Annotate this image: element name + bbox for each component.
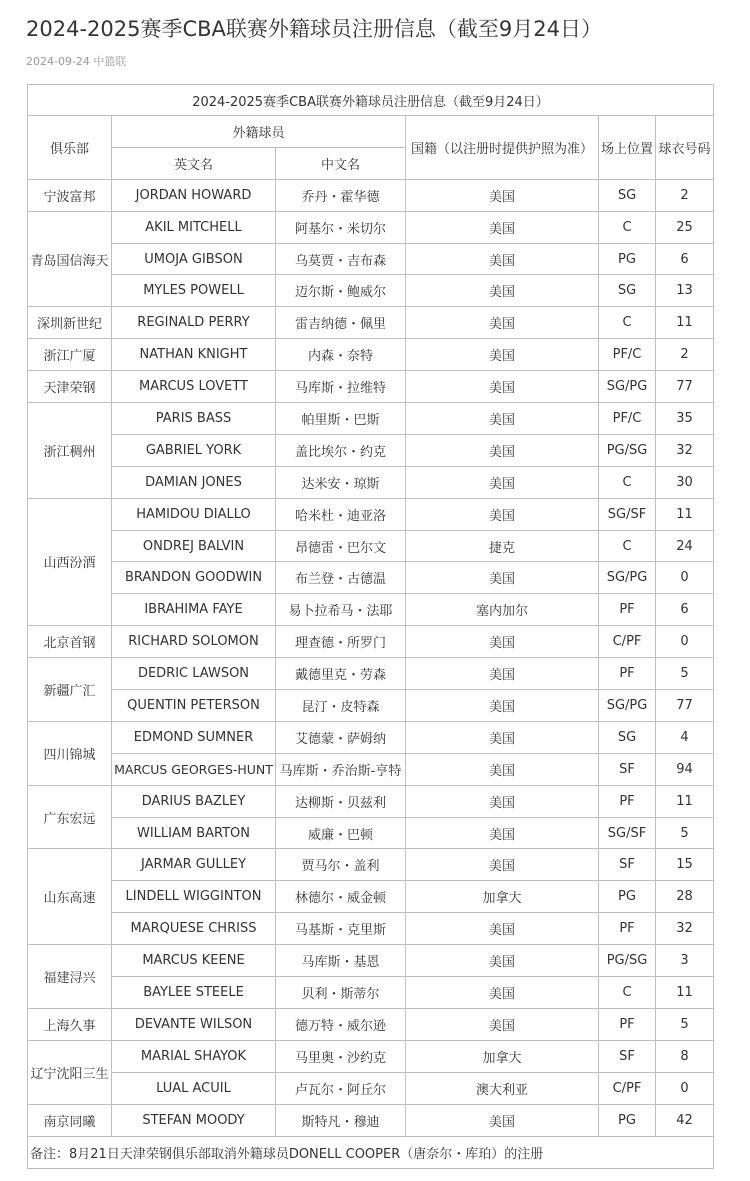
english-name-cell: BRANDON GOODWIN: [112, 562, 276, 594]
jersey-number-cell: 0: [656, 626, 714, 658]
jersey-number-cell: 5: [656, 817, 714, 849]
position-cell: C: [599, 977, 656, 1009]
table-row: [28, 243, 714, 275]
english-name-cell: LINDELL WIGGINTON: [112, 881, 276, 913]
club-cell: 福建浔兴: [28, 945, 112, 1009]
chinese-name-cell: 达柳斯・贝兹利: [276, 785, 406, 817]
club-cell: 上海久事: [28, 1008, 112, 1040]
nationality-cell: 加拿大: [406, 1040, 599, 1072]
english-name-cell: LUAL ACUIL: [112, 1072, 276, 1104]
position-cell: PF: [599, 594, 656, 626]
header-position: 场上位置: [599, 116, 656, 180]
table-row: [28, 1040, 714, 1072]
english-name-cell: DAMIAN JONES: [112, 466, 276, 498]
club-cell: 广东宏远: [28, 785, 112, 849]
club-cell: 新疆广汇: [28, 658, 112, 722]
english-name-cell: IBRAHIMA FAYE: [112, 594, 276, 626]
jersey-number-cell: 2: [656, 339, 714, 371]
nationality-cell: 美国: [406, 275, 599, 307]
english-name-cell: JORDAN HOWARD: [112, 179, 276, 211]
chinese-name-cell: 乔丹・霍华德: [276, 179, 406, 211]
position-cell: SF: [599, 1040, 656, 1072]
header-number: 球衣号码: [656, 116, 714, 180]
jersey-number-cell: 3: [656, 945, 714, 977]
nationality-cell: 美国: [406, 913, 599, 945]
table-row: [28, 371, 714, 403]
table-row: [28, 881, 714, 913]
nationality-cell: 塞内加尔: [406, 594, 599, 626]
english-name-cell: WILLIAM BARTON: [112, 817, 276, 849]
jersey-number-cell: 5: [656, 658, 714, 690]
nationality-cell: 美国: [406, 721, 599, 753]
nationality-cell: 美国: [406, 658, 599, 690]
english-name-cell: DARIUS BAZLEY: [112, 785, 276, 817]
position-cell: SG: [599, 721, 656, 753]
position-cell: SF: [599, 849, 656, 881]
header-nationality: 国籍（以注册时提供护照为准）: [406, 116, 599, 180]
table-caption: 2024-2025赛季CBA联赛外籍球员注册信息（截至9月24日）: [28, 85, 714, 116]
jersey-number-cell: 0: [656, 562, 714, 594]
nationality-cell: 美国: [406, 690, 599, 722]
table-row: [28, 785, 714, 817]
table-row: [28, 817, 714, 849]
jersey-number-cell: 6: [656, 243, 714, 275]
position-cell: SF: [599, 753, 656, 785]
english-name-cell: STEFAN MOODY: [112, 1104, 276, 1136]
english-name-cell: MARCUS GEORGES-HUNT: [112, 753, 276, 785]
position-cell: PG/SG: [599, 945, 656, 977]
jersey-number-cell: 13: [656, 275, 714, 307]
chinese-name-cell: 昂德雷・巴尔文: [276, 530, 406, 562]
english-name-cell: MARCUS KEENE: [112, 945, 276, 977]
table-row: [28, 626, 714, 658]
table-row: [28, 945, 714, 977]
club-cell: 深圳新世纪: [28, 307, 112, 339]
position-cell: C/PF: [599, 626, 656, 658]
position-cell: C/PF: [599, 1072, 656, 1104]
position-cell: C: [599, 466, 656, 498]
nationality-cell: 美国: [406, 1008, 599, 1040]
jersey-number-cell: 5: [656, 1008, 714, 1040]
nationality-cell: 美国: [406, 339, 599, 371]
jersey-number-cell: 77: [656, 371, 714, 403]
club-cell: 北京首钢: [28, 626, 112, 658]
jersey-number-cell: 32: [656, 434, 714, 466]
jersey-number-cell: 11: [656, 307, 714, 339]
english-name-cell: MARQUESE CHRISS: [112, 913, 276, 945]
position-cell: SG: [599, 179, 656, 211]
chinese-name-cell: 易卜拉希马・法耶: [276, 594, 406, 626]
table-row: [28, 434, 714, 466]
jersey-number-cell: 42: [656, 1104, 714, 1136]
nationality-cell: 美国: [406, 403, 599, 435]
chinese-name-cell: 马库斯・基恩: [276, 945, 406, 977]
table-row: [28, 977, 714, 1009]
nationality-cell: 美国: [406, 785, 599, 817]
english-name-cell: HAMIDOU DIALLO: [112, 498, 276, 530]
english-name-cell: DEVANTE WILSON: [112, 1008, 276, 1040]
table-row: [28, 498, 714, 530]
position-cell: SG/PG: [599, 562, 656, 594]
club-cell: 浙江稠州: [28, 403, 112, 499]
table-row: [28, 913, 714, 945]
table-row: [28, 211, 714, 243]
chinese-name-cell: 哈米杜・迪亚洛: [276, 498, 406, 530]
nationality-cell: 美国: [406, 243, 599, 275]
position-cell: PG: [599, 881, 656, 913]
jersey-number-cell: 30: [656, 466, 714, 498]
nationality-cell: 美国: [406, 498, 599, 530]
chinese-name-cell: 内森・奈特: [276, 339, 406, 371]
chinese-name-cell: 贝利・斯蒂尔: [276, 977, 406, 1009]
nationality-cell: 捷克: [406, 530, 599, 562]
chinese-name-cell: 马里奥・沙约克: [276, 1040, 406, 1072]
club-cell: 宁波富邦: [28, 179, 112, 211]
english-name-cell: MYLES POWELL: [112, 275, 276, 307]
nationality-cell: 美国: [406, 1104, 599, 1136]
nationality-cell: 美国: [406, 817, 599, 849]
chinese-name-cell: 雷吉纳德・佩里: [276, 307, 406, 339]
nationality-cell: 加拿大: [406, 881, 599, 913]
english-name-cell: RICHARD SOLOMON: [112, 626, 276, 658]
nationality-cell: 美国: [406, 466, 599, 498]
nationality-cell: 美国: [406, 977, 599, 1009]
table-row: [28, 466, 714, 498]
jersey-number-cell: 11: [656, 977, 714, 1009]
jersey-number-cell: 11: [656, 498, 714, 530]
english-name-cell: UMOJA GIBSON: [112, 243, 276, 275]
club-cell: 天津荣钢: [28, 371, 112, 403]
club-cell: 山西汾酒: [28, 498, 112, 626]
jersey-number-cell: 94: [656, 753, 714, 785]
table-row: [28, 658, 714, 690]
position-cell: SG/SF: [599, 817, 656, 849]
chinese-name-cell: 斯特凡・穆迪: [276, 1104, 406, 1136]
english-name-cell: DEDRIC LAWSON: [112, 658, 276, 690]
jersey-number-cell: 6: [656, 594, 714, 626]
club-cell: 山东高速: [28, 849, 112, 945]
registration-table-body: [28, 85, 714, 1169]
header-english-name: 英文名: [112, 147, 276, 179]
position-cell: SG/PG: [599, 371, 656, 403]
jersey-number-cell: 2: [656, 179, 714, 211]
position-cell: PF/C: [599, 339, 656, 371]
nationality-cell: 美国: [406, 849, 599, 881]
table-row: [28, 179, 714, 211]
table-row: [28, 690, 714, 722]
position-cell: PG: [599, 243, 656, 275]
english-name-cell: QUENTIN PETERSON: [112, 690, 276, 722]
chinese-name-cell: 昆汀・皮特森: [276, 690, 406, 722]
jersey-number-cell: 0: [656, 1072, 714, 1104]
jersey-number-cell: 11: [656, 785, 714, 817]
nationality-cell: 美国: [406, 434, 599, 466]
header-row: [28, 116, 714, 148]
club-cell: 辽宁沈阳三生: [28, 1040, 112, 1104]
nationality-cell: 美国: [406, 179, 599, 211]
chinese-name-cell: 卢瓦尔・阿丘尔: [276, 1072, 406, 1104]
note-row: [28, 1136, 714, 1168]
english-name-cell: NATHAN KNIGHT: [112, 339, 276, 371]
position-cell: SG/PG: [599, 690, 656, 722]
chinese-name-cell: 艾德蒙・萨姆纳: [276, 721, 406, 753]
jersey-number-cell: 28: [656, 881, 714, 913]
chinese-name-cell: 德万特・威尔逊: [276, 1008, 406, 1040]
nationality-cell: 美国: [406, 753, 599, 785]
position-cell: PF: [599, 785, 656, 817]
english-name-cell: ONDREJ BALVIN: [112, 530, 276, 562]
caption-row: [28, 85, 714, 116]
header-club: 俱乐部: [28, 116, 112, 180]
header-players: 外籍球员: [112, 116, 406, 148]
table-row: [28, 594, 714, 626]
position-cell: SG: [599, 275, 656, 307]
chinese-name-cell: 乌莫贾・吉布森: [276, 243, 406, 275]
position-cell: SG/SF: [599, 498, 656, 530]
header-chinese-name: 中文名: [276, 147, 406, 179]
table-note: 备注：8月21日天津荣钢俱乐部取消外籍球员DONELL COOPER（唐奈尔・库珀）的注册: [28, 1136, 714, 1168]
jersey-number-cell: 35: [656, 403, 714, 435]
table-row: [28, 721, 714, 753]
table-row: [28, 275, 714, 307]
table-row: [28, 530, 714, 562]
chinese-name-cell: 理查德・所罗门: [276, 626, 406, 658]
position-cell: PG: [599, 1104, 656, 1136]
table-row: [28, 403, 714, 435]
jersey-number-cell: 8: [656, 1040, 714, 1072]
table-row: [28, 307, 714, 339]
chinese-name-cell: 威廉・巴顿: [276, 817, 406, 849]
nationality-cell: 美国: [406, 562, 599, 594]
chinese-name-cell: 迈尔斯・鲍威尔: [276, 275, 406, 307]
article-title: 2024-2025赛季CBA联赛外籍球员注册信息（截至9月24日）: [26, 17, 602, 41]
chinese-name-cell: 戴德里克・劳森: [276, 658, 406, 690]
position-cell: PF: [599, 1008, 656, 1040]
chinese-name-cell: 林德尔・威金顿: [276, 881, 406, 913]
nationality-cell: 澳大利亚: [406, 1072, 599, 1104]
chinese-name-cell: 达米安・琼斯: [276, 466, 406, 498]
club-cell: 浙江广厦: [28, 339, 112, 371]
registration-table: [27, 84, 714, 1169]
english-name-cell: EDMOND SUMNER: [112, 721, 276, 753]
position-cell: PF: [599, 913, 656, 945]
club-cell: 四川锦城: [28, 721, 112, 785]
jersey-number-cell: 77: [656, 690, 714, 722]
chinese-name-cell: 马库斯・乔治斯-亨特: [276, 753, 406, 785]
jersey-number-cell: 32: [656, 913, 714, 945]
nationality-cell: 美国: [406, 626, 599, 658]
table-row: [28, 1072, 714, 1104]
english-name-cell: MARCUS LOVETT: [112, 371, 276, 403]
position-cell: C: [599, 211, 656, 243]
table-row: [28, 1104, 714, 1136]
english-name-cell: MARIAL SHAYOK: [112, 1040, 276, 1072]
table-row: [28, 849, 714, 881]
english-name-cell: REGINALD PERRY: [112, 307, 276, 339]
table-row: [28, 753, 714, 785]
chinese-name-cell: 布兰登・古德温: [276, 562, 406, 594]
nationality-cell: 美国: [406, 307, 599, 339]
club-cell: 青岛国信海天: [28, 211, 112, 307]
jersey-number-cell: 4: [656, 721, 714, 753]
position-cell: C: [599, 530, 656, 562]
jersey-number-cell: 15: [656, 849, 714, 881]
chinese-name-cell: 贾马尔・盖利: [276, 849, 406, 881]
english-name-cell: JARMAR GULLEY: [112, 849, 276, 881]
chinese-name-cell: 帕里斯・巴斯: [276, 403, 406, 435]
position-cell: PF: [599, 658, 656, 690]
article-meta: 2024-09-24 中篮联: [26, 55, 127, 68]
chinese-name-cell: 马基斯・克里斯: [276, 913, 406, 945]
position-cell: PG/SG: [599, 434, 656, 466]
english-name-cell: BAYLEE STEELE: [112, 977, 276, 1009]
chinese-name-cell: 马库斯・拉维特: [276, 371, 406, 403]
jersey-number-cell: 24: [656, 530, 714, 562]
nationality-cell: 美国: [406, 371, 599, 403]
table-row: [28, 339, 714, 371]
table-row: [28, 1008, 714, 1040]
english-name-cell: GABRIEL YORK: [112, 434, 276, 466]
chinese-name-cell: 阿基尔・米切尔: [276, 211, 406, 243]
position-cell: PF/C: [599, 403, 656, 435]
english-name-cell: PARIS BASS: [112, 403, 276, 435]
nationality-cell: 美国: [406, 945, 599, 977]
table-row: [28, 562, 714, 594]
nationality-cell: 美国: [406, 211, 599, 243]
jersey-number-cell: 25: [656, 211, 714, 243]
position-cell: C: [599, 307, 656, 339]
chinese-name-cell: 盖比埃尔・约克: [276, 434, 406, 466]
english-name-cell: AKIL MITCHELL: [112, 211, 276, 243]
club-cell: 南京同曦: [28, 1104, 112, 1136]
